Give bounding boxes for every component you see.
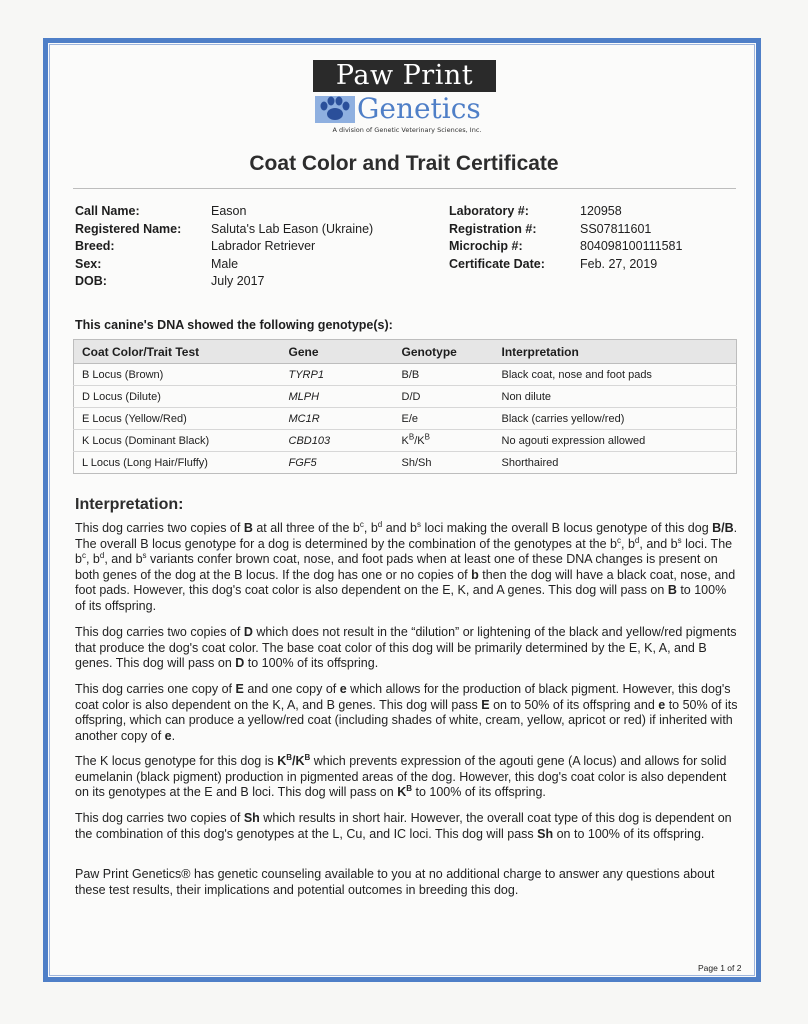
cell-genotype: $K^B/K^B$	[394, 430, 494, 452]
certificate-title: Coat Color and Trait Certificate	[249, 152, 559, 175]
paw-logo-icon	[313, 94, 357, 124]
dog-info-labels-left	[75, 203, 181, 291]
genotype-table	[73, 339, 737, 474]
registered-name-value: Saluta's Lab Eason (Ukraine)	[211, 221, 374, 236]
certificate-date-value: Feb. 27, 2019	[580, 256, 658, 271]
table-row	[74, 386, 737, 408]
cell-interpretation: Non dilute	[494, 386, 737, 408]
counseling-paragraph: Paw Print Genetics® has genetic counseling available to you at no additional charge to answer any questions about these test results, their implications and potential outcomes in breeding this dog.	[75, 867, 715, 897]
call-name-value: Eason	[211, 204, 247, 218]
dob-value: July 2017	[211, 274, 265, 288]
logo-bottom-text: Genetics	[357, 92, 481, 125]
cell-gene: MLPH	[281, 386, 394, 408]
dob-label: DOB:	[75, 274, 107, 288]
table-row	[74, 452, 737, 474]
interpretation-heading: Interpretation:	[75, 496, 184, 513]
laboratory-value: 120958	[580, 204, 622, 218]
registered-name-label: Registered Name:	[75, 221, 182, 236]
cell-test: L Locus (Long Hair/Fluffy)	[74, 452, 281, 474]
sex-value: Male	[211, 256, 239, 271]
cell-genotype: B/B	[394, 364, 494, 386]
laboratory-label: Laboratory #:	[449, 204, 529, 218]
genotype-intro: This canine's DNA showed the following genotype(s):	[75, 318, 393, 332]
cell-gene: MC1R	[281, 408, 394, 430]
interpretation-paragraph-k: The K locus genotype for this dog is $K^B/K^B$ which prevents expression of the agouti gene (A locus) and allows for solid eumelanin (black pigment) production in pigmented areas of the dog. However, this dog's coat color is also dependent on its genotypes at the E and B loci. This dog will pass on $K^B$ to 100% of its offspring.	[75, 752, 727, 799]
certificate-date-label: Certificate Date:	[449, 256, 545, 271]
table-row	[74, 430, 737, 452]
sex-label: Sex:	[75, 256, 102, 271]
interpretation-paragraph-sh: This dog carries two copies of Sh which results in short hair. However, the overall coat type of this dog is dependent on the combination of this dog's genotypes at the L, Cu, and IC loci. This dog will pass Sh on to 100% of its offspring.	[75, 811, 732, 841]
dog-info-labels-right	[449, 203, 545, 273]
breed-value: Labrador Retriever	[211, 239, 316, 253]
cell-test: D Locus (Dilute)	[74, 386, 281, 408]
interpretation-paragraph-d: This dog carries two copies of D which does not result in the “dilution” or lightening of the black and yellow/red pigments that produce the dog's coat color. The base coat color of this dog will be primarily determined by the E, K, A, and B genes. This dog will pass on D to 100% of its offspring.	[75, 625, 737, 670]
cell-gene: CBD103	[281, 430, 394, 452]
registration-value: SS07811601	[580, 221, 652, 236]
cell-interpretation: Black (carries yellow/red)	[494, 408, 737, 430]
cell-genotype: Sh/Sh	[394, 452, 494, 474]
microchip-value: 804098100111581	[580, 239, 683, 253]
microchip-label: Microchip #:	[449, 239, 523, 253]
cell-genotype: E/e	[394, 408, 494, 430]
logo-subtitle: A division of Genetic Veterinary Sciences, Inc.	[332, 126, 482, 134]
header-interpretation: Interpretation	[494, 340, 737, 364]
cell-interpretation: No agouti expression allowed	[494, 430, 737, 452]
page-number: Page 1 of 2	[698, 963, 742, 973]
dog-info-values-left	[211, 203, 373, 291]
cell-genotype: D/D	[394, 386, 494, 408]
breed-label: Breed:	[75, 239, 115, 253]
table-row	[74, 408, 737, 430]
interpretation-paragraph-e: This dog carries one copy of E and one copy of e which allows for the production of black pigment. However, this dog's coat color is also dependent on the K, A, and B genes. This dog will pass E on to 50% of its offspring and e to 50% of its offspring, which can produce a yellow/red coat (including shades of white, cream, yellow, apricot or red) if inherited with another copy of e.	[75, 682, 738, 743]
logo-top-text: Paw Print	[313, 60, 496, 92]
table-row	[74, 364, 737, 386]
cell-gene: FGF5	[281, 452, 394, 474]
interpretation-paragraph-b: This dog carries two copies of B at all three of the $b^c$, $b^d$ and $b^s$ loci making the overall B locus genotype of this dog B/B. The overall B locus genotype for a dog is determined by the combination of the genotypes at the $b^c$, $b^d$, and $b^s$ loci. The $b^c$, $b^d$, and $b^s$ variants confer brown coat, nose, and foot pads when at least one of these DNA changes is present on both genes of the dog at the B locus. If the dog has one or no copies of b then the dog will have a black coat, nose, and foot pads. However, this dog's coat color is also dependent on the E, K, and A genes. This dog will pass on B to 100% of its offspring.	[75, 519, 738, 613]
cell-gene: TYRP1	[281, 364, 394, 386]
title-divider	[73, 188, 736, 189]
cell-test: E Locus (Yellow/Red)	[74, 408, 281, 430]
dog-info-values-right	[580, 203, 682, 273]
cell-test: B Locus (Brown)	[74, 364, 281, 386]
paw-print-genetics-logo	[313, 60, 499, 140]
header-genotype: Genotype	[394, 340, 494, 364]
cell-test: K Locus (Dominant Black)	[74, 430, 281, 452]
call-name-label: Call Name:	[75, 204, 140, 218]
header-test: Coat Color/Trait Test	[74, 340, 281, 364]
cell-interpretation: Shorthaired	[494, 452, 737, 474]
registration-label: Registration #:	[449, 221, 537, 236]
cell-interpretation: Black coat, nose and foot pads	[494, 364, 737, 386]
table-header-row	[74, 340, 737, 364]
header-gene: Gene	[281, 340, 394, 364]
